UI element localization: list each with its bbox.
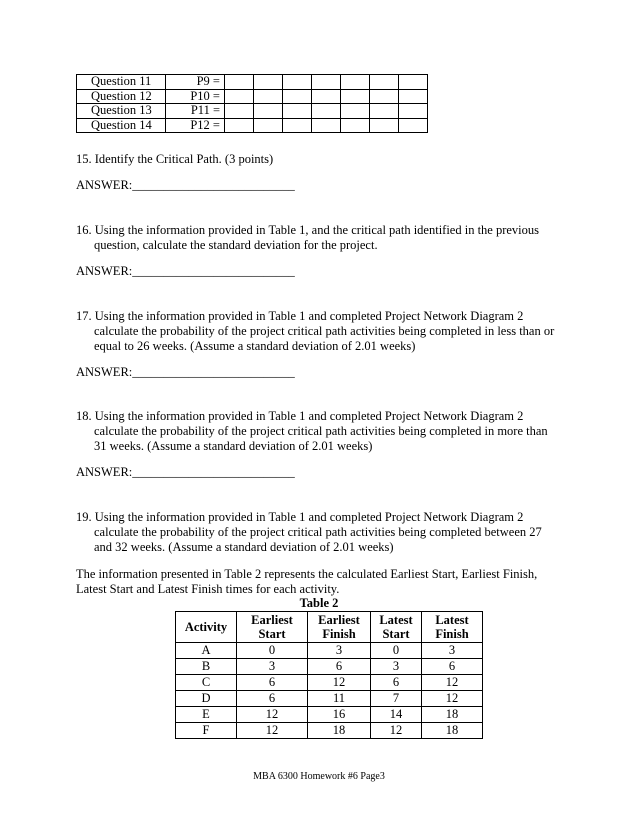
cell-earliest-start: 0 (237, 643, 308, 659)
cell-earliest-finish: 6 (308, 659, 371, 675)
answer-cell[interactable] (254, 75, 283, 90)
cell-latest-start: 0 (371, 643, 422, 659)
cell-earliest-start: 3 (237, 659, 308, 675)
answer-cell[interactable] (225, 118, 254, 133)
answer-cell[interactable] (399, 104, 428, 119)
question-label: Question 13 (77, 104, 166, 119)
table-row (176, 691, 483, 707)
table-row (77, 104, 428, 119)
header-earliest-start (237, 612, 308, 643)
answer-cell[interactable] (225, 75, 254, 90)
cell-latest-start: 7 (371, 691, 422, 707)
answer-cell[interactable] (283, 118, 312, 133)
table-header-row (176, 612, 483, 643)
answer-line-17[interactable]: ANSWER:__________________________ (76, 365, 295, 379)
cell-earliest-finish: 16 (308, 707, 371, 723)
header-earliest-finish (308, 612, 371, 643)
question-19-line-1: 19. Using the information provided in Table 1 and completed Project Network Diagram 2 (76, 510, 524, 524)
answer-cell[interactable] (254, 118, 283, 133)
answer-cell[interactable] (283, 75, 312, 90)
cell-latest-finish: 3 (422, 643, 483, 659)
answer-cell[interactable] (312, 75, 341, 90)
answer-cell[interactable] (370, 104, 399, 119)
question-17-line-1: 17. Using the information provided in Table 1 and completed Project Network Diagram 2 (76, 309, 524, 323)
answer-cell[interactable] (370, 89, 399, 104)
header-text: Earliest (251, 613, 293, 627)
answer-cell[interactable] (399, 89, 428, 104)
question-label: Question 12 (77, 89, 166, 104)
cell-earliest-finish: 3 (308, 643, 371, 659)
cell-activity: A (176, 643, 237, 659)
answer-cell[interactable] (341, 75, 370, 90)
path-label: P10 = (166, 89, 225, 104)
cell-earliest-start: 6 (237, 675, 308, 691)
table-row (77, 75, 428, 90)
answer-line-18[interactable]: ANSWER:__________________________ (76, 465, 295, 479)
answer-cell[interactable] (225, 104, 254, 119)
cell-earliest-start: 6 (237, 691, 308, 707)
table-row (176, 707, 483, 723)
answer-cell[interactable] (254, 104, 283, 119)
question-answer-grid (76, 74, 428, 133)
table-2-title: Table 2 (299, 596, 339, 610)
intro-line-1: The information presented in Table 2 represents the calculated Earliest Start, Earliest Finish, (76, 567, 538, 581)
cell-latest-finish: 12 (422, 675, 483, 691)
answer-cell[interactable] (370, 118, 399, 133)
cell-activity: E (176, 707, 237, 723)
cell-latest-finish: 12 (422, 691, 483, 707)
cell-earliest-finish: 12 (308, 675, 371, 691)
cell-latest-start: 6 (371, 675, 422, 691)
cell-latest-finish: 6 (422, 659, 483, 675)
cell-latest-finish: 18 (422, 707, 483, 723)
header-text: Start (258, 627, 286, 641)
question-18-line-3: 31 weeks. (Assume a standard deviation of 2.01 weeks) (94, 439, 373, 453)
question-15: 15. Identify the Critical Path. (3 points) (76, 152, 274, 166)
cell-earliest-start: 12 (237, 723, 308, 739)
answer-cell[interactable] (399, 75, 428, 90)
question-17-line-2: calculate the probability of the project critical path activities being completed in less than or (94, 324, 555, 338)
path-label: P11 = (166, 104, 225, 119)
intro-line-2: Latest Start and Latest Finish times for each activity. (76, 582, 340, 596)
answer-line-15[interactable]: ANSWER:__________________________ (76, 178, 295, 192)
question-17-line-3: equal to 26 weeks. (Assume a standard deviation of 2.01 weeks) (94, 339, 416, 353)
header-text: Latest (379, 613, 413, 627)
header-text: Activity (184, 620, 228, 634)
header-activity (176, 612, 237, 643)
header-text: Earliest (318, 613, 360, 627)
question-label: Question 11 (77, 75, 166, 90)
cell-earliest-start: 12 (237, 707, 308, 723)
header-text: Finish (435, 627, 469, 641)
cell-earliest-finish: 18 (308, 723, 371, 739)
header-latest-start (371, 612, 422, 643)
header-text: Finish (322, 627, 356, 641)
answer-cell[interactable] (341, 89, 370, 104)
answer-cell[interactable] (370, 75, 399, 90)
answer-line-16[interactable]: ANSWER:__________________________ (76, 264, 295, 278)
path-label: P9 = (166, 75, 225, 90)
header-text: Latest (435, 613, 469, 627)
question-19-line-3: and 32 weeks. (Assume a standard deviation of 2.01 weeks) (94, 540, 394, 554)
table-row (176, 659, 483, 675)
answer-cell[interactable] (283, 104, 312, 119)
answer-cell[interactable] (312, 89, 341, 104)
answer-cell[interactable] (225, 89, 254, 104)
table-row (77, 118, 428, 133)
cell-latest-start: 14 (371, 707, 422, 723)
header-text: Start (382, 627, 410, 641)
cell-activity: D (176, 691, 237, 707)
table-row (176, 723, 483, 739)
question-18-line-2: calculate the probability of the project critical path activities being completed in more than (94, 424, 548, 438)
question-16-line-1: 16. Using the information provided in Table 1, and the critical path identified in the previous (76, 223, 540, 237)
question-18-line-1: 18. Using the information provided in Table 1 and completed Project Network Diagram 2 (76, 409, 524, 423)
cell-activity: F (176, 723, 237, 739)
cell-activity: B (176, 659, 237, 675)
path-label: P12 = (166, 118, 225, 133)
answer-cell[interactable] (254, 89, 283, 104)
table-row (77, 89, 428, 104)
cell-latest-finish: 18 (422, 723, 483, 739)
answer-cell[interactable] (341, 118, 370, 133)
table-2 (175, 611, 483, 739)
question-label: Question 14 (77, 118, 166, 133)
cell-activity: C (176, 675, 237, 691)
page-footer: MBA 6300 Homework #6 Page3 (253, 771, 385, 782)
answer-cell[interactable] (399, 118, 428, 133)
answer-cell[interactable] (341, 104, 370, 119)
table-row (176, 643, 483, 659)
answer-cell[interactable] (312, 118, 341, 133)
header-latest-finish (422, 612, 483, 643)
cell-latest-start: 12 (371, 723, 422, 739)
cell-earliest-finish: 11 (308, 691, 371, 707)
answer-cell[interactable] (312, 104, 341, 119)
table-row (176, 675, 483, 691)
question-19-line-2: calculate the probability of the project critical path activities being completed between 27 (94, 525, 542, 539)
cell-latest-start: 3 (371, 659, 422, 675)
question-16-line-2: question, calculate the standard deviation for the project. (94, 238, 378, 252)
answer-cell[interactable] (283, 89, 312, 104)
